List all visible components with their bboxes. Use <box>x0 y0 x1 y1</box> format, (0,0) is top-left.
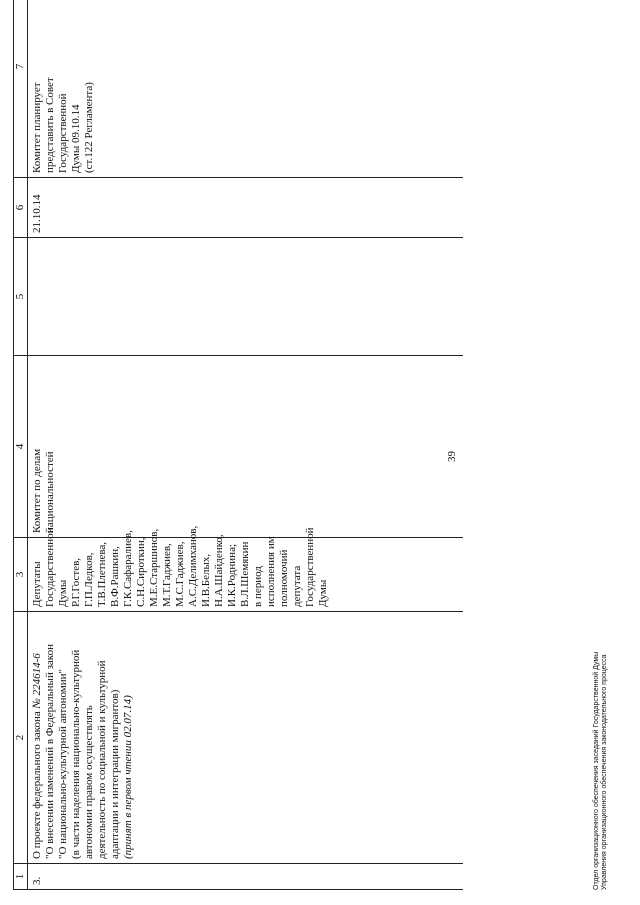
bill-table <box>13 0 463 890</box>
header-col-5: 5 <box>14 238 28 356</box>
note-line: Думы 09.10.14 <box>70 104 82 173</box>
author-line: Н.А.Шайденко, <box>213 534 225 607</box>
author-line: Думы <box>57 579 69 607</box>
note-cell <box>28 0 464 178</box>
author-line: С.Н.Сироткин, <box>135 537 147 607</box>
date-cell: 21.10.14 <box>28 178 464 238</box>
author-line: И.В.Белых, <box>200 553 212 607</box>
author-line: М.С.Гаджиев, <box>174 541 186 607</box>
committee-line: национальностей <box>44 451 56 533</box>
col5-cell <box>28 238 464 356</box>
author-line: полномочий <box>278 549 290 607</box>
author-line: депутата <box>291 565 303 607</box>
committee-line: Комитет по делам <box>31 448 43 533</box>
author-line: М.Е.Старшинов, <box>148 528 160 607</box>
header-col-6: 6 <box>14 178 28 238</box>
footer-line-1: Отдел организационного обеспечения заседаний Государственной Думы <box>593 651 600 890</box>
header-col-4: 4 <box>14 356 28 538</box>
author-line: Государственной <box>304 527 316 607</box>
author-line: В.Ф.Рашкин, <box>109 546 121 607</box>
author-line: в период <box>252 566 264 607</box>
author-line: А.С.Делимханов, <box>187 525 199 607</box>
bill-description-line: автономии правом осуществлять <box>83 705 95 859</box>
table-row <box>28 0 464 890</box>
author-line: Г.П.Ледков, <box>83 552 95 607</box>
bill-description-cell <box>28 612 464 864</box>
page-number: 39 <box>446 451 458 462</box>
table-header-row <box>14 0 28 890</box>
committee-cell <box>28 356 464 538</box>
header-col-7: 7 <box>14 0 28 178</box>
bill-description-line-1 <box>31 616 44 859</box>
author-line: Т.В.Плетнева, <box>96 541 108 607</box>
author-line: В.Л.Шемякин <box>239 541 251 607</box>
bill-description-line: адаптации и интеграции мигрантов) <box>109 689 121 859</box>
note-line: (ст.122 Регламента) <box>83 82 95 173</box>
bill-number: № 224614-6 <box>31 653 43 709</box>
authors-cell <box>28 525 464 612</box>
header-col-1: 1 <box>14 864 28 890</box>
row-number: 3. <box>28 864 464 890</box>
bill-title-text: О проекте федерального закона <box>31 711 43 859</box>
author-line: М.Т.Гаджиев, <box>161 543 173 607</box>
note-line: представить в Совет <box>44 77 56 173</box>
bill-description-line: "О национально-культурной автономии" <box>57 669 69 859</box>
bill-description-line: (в части наделения национально-культурной <box>70 649 82 859</box>
header-col-2: 2 <box>14 612 28 864</box>
author-line: Думы <box>317 579 329 607</box>
author-line: Р.Г.Гостев, <box>70 557 82 607</box>
author-line: Государственной <box>44 527 56 607</box>
header-col-3: 3 <box>14 538 28 612</box>
bill-description-line: деятельность по социальной и культурной <box>96 660 108 859</box>
footer-line-2: Управления организационного обеспечения законодательного процесса <box>601 654 608 890</box>
author-line: исполнения им <box>265 536 277 607</box>
note-line: Комитет планирует <box>31 82 43 173</box>
author-line: Г.К.Сафаралиев, <box>122 530 134 607</box>
bill-status-note: (принят в первом чтении 02.07.14) <box>122 695 134 859</box>
bill-description-line: "О внесении изменений в Федеральный закон <box>44 644 56 859</box>
footer <box>593 652 609 890</box>
note-line: Государственной <box>57 93 69 173</box>
author-line: И.К.Роднина; <box>226 543 238 607</box>
author-line: Депутаты <box>31 561 43 607</box>
